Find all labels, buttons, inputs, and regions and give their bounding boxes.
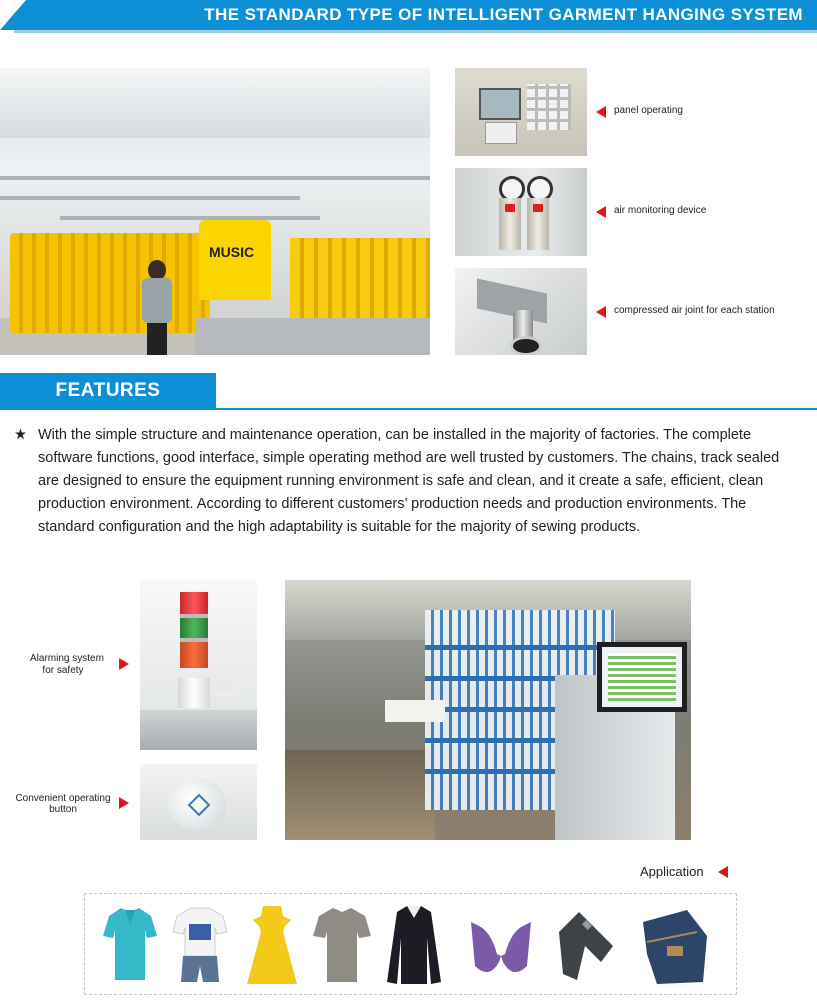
control-monitor xyxy=(597,642,687,712)
photo-rail xyxy=(0,176,430,180)
alarm-caption xyxy=(30,653,104,677)
workshop-floor xyxy=(285,750,435,840)
header-banner xyxy=(0,0,817,32)
worker-head xyxy=(148,260,166,280)
application-garments-panel xyxy=(84,893,737,995)
worker-figure xyxy=(142,260,172,355)
header-notch xyxy=(0,0,26,30)
callout-arrow-icon xyxy=(596,206,606,218)
features-divider xyxy=(0,408,817,410)
red-light xyxy=(180,592,208,614)
panel-screen xyxy=(479,88,521,120)
workshop-hanging-line-photo xyxy=(285,580,691,840)
trousers-icon xyxy=(555,902,617,988)
application-arrow-icon xyxy=(718,866,728,878)
red-valve xyxy=(505,204,515,212)
photo-rail xyxy=(0,196,300,200)
joint-plate xyxy=(477,279,547,324)
dress-shirt-icon xyxy=(383,902,445,988)
light-stand xyxy=(140,710,257,750)
features-heading: FEATURES xyxy=(55,380,161,401)
yellow-dress-icon xyxy=(241,902,303,988)
callout-arrow-icon xyxy=(596,106,606,118)
monitor-screen xyxy=(608,653,676,701)
features-paragraph-block xyxy=(14,424,786,539)
yellow-shirt xyxy=(199,220,271,300)
panel-card-reader xyxy=(485,122,517,144)
air-monitoring-device-photo xyxy=(455,168,587,256)
panel-keypad xyxy=(527,84,571,130)
alarm-tower-light-photo xyxy=(140,580,257,750)
callout-air-monitoring: air monitoring device xyxy=(614,205,707,216)
button-caption xyxy=(8,793,118,815)
panel-operating-photo xyxy=(455,68,587,156)
callout-panel-operating: panel operating xyxy=(614,105,683,116)
work-table xyxy=(195,318,430,355)
worker-torso xyxy=(142,278,172,323)
red-valve xyxy=(533,204,543,212)
light-base xyxy=(178,678,210,708)
features-paragraph xyxy=(14,424,786,539)
shirt-print-text: MUSIC xyxy=(209,244,255,260)
header-underline xyxy=(14,30,817,33)
green-light xyxy=(180,618,208,638)
polo-shirt-icon xyxy=(99,902,161,988)
orange-light xyxy=(180,642,208,668)
worker-legs xyxy=(147,323,167,355)
jeans-icon xyxy=(637,902,713,988)
factory-hanging-line-photo xyxy=(0,68,430,355)
yellow-garments-row xyxy=(290,238,430,328)
page-title: THE STANDARD TYPE OF INTELLIGENT GARMENT HANGING SYSTEM xyxy=(204,5,803,24)
features-text: With the simple structure and maintenance operation, can be installed in the majority of factories. The complete software functions, good interface, simple operating method are well trusted by customers. The chains, track sealed are designed to ensure the equipment running environment is safe and clean, and it create a safe, efficient, clean production environment. According to different customers’ production needs and production environments. The standard configuration and the high adaptability is suitable for the majority of sewing products. xyxy=(38,427,780,535)
button-caption-line: button xyxy=(49,804,77,815)
bra-icon xyxy=(461,902,541,988)
grey-tshirt-icon xyxy=(311,902,373,988)
callout-air-joint: compressed air joint for each station xyxy=(614,305,775,316)
workshop-table xyxy=(385,700,445,722)
features-heading-bar xyxy=(0,373,216,408)
star-icon: ★ xyxy=(14,427,27,443)
callout-arrow-icon xyxy=(119,658,129,670)
joint-ring xyxy=(510,336,542,355)
photo-ceiling xyxy=(0,68,430,138)
callout-arrow-icon xyxy=(596,306,606,318)
yellow-garments-row xyxy=(10,233,210,333)
alarm-caption-line: Alarming system xyxy=(30,653,104,664)
alarm-caption-line: for safety xyxy=(42,665,84,676)
operating-button-photo xyxy=(140,764,257,840)
compressed-air-joint-photo xyxy=(455,268,587,355)
button-caption-line: Convenient operating xyxy=(15,793,111,804)
photo-rail xyxy=(60,216,320,220)
tshirt-shorts-icon xyxy=(169,902,231,988)
application-label: Application xyxy=(640,864,704,879)
callout-arrow-icon xyxy=(119,797,129,809)
